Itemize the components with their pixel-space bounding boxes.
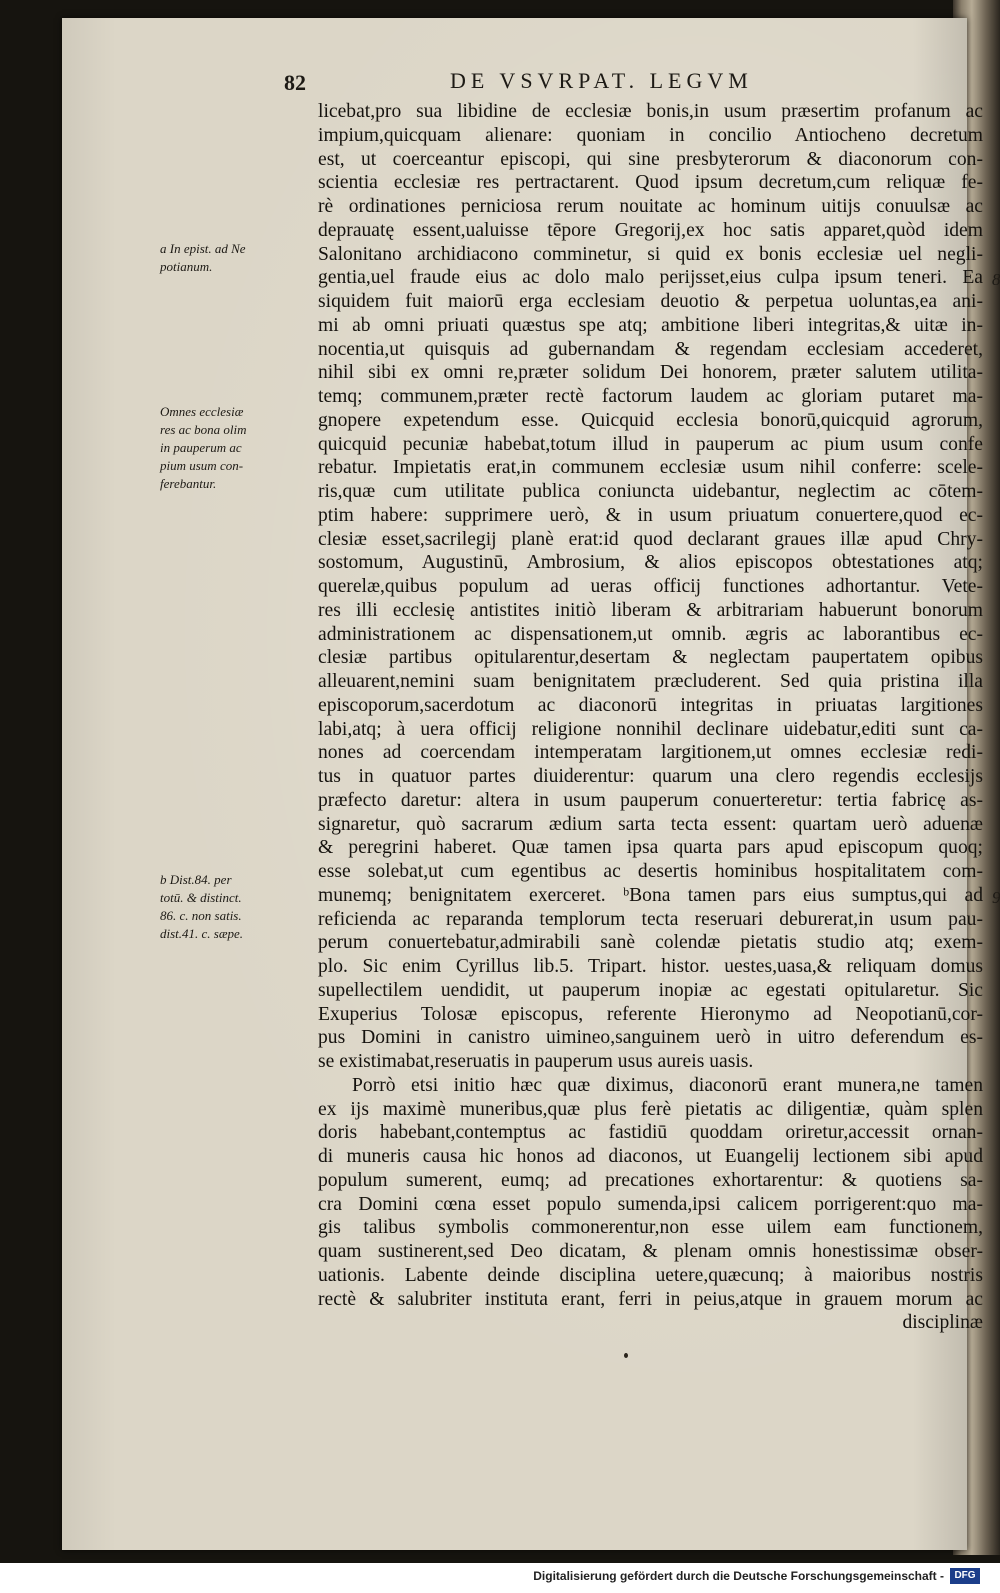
margin-note-line: res ac bona olim — [160, 422, 247, 437]
text-line: se existimabat,reseruatis in pauperum usus aureis uasis. — [318, 1051, 754, 1072]
text-line: gis talibus symbolis commonerentur,non esse uilem eam functionem, — [318, 1217, 983, 1239]
text-line: pus Domini in canistro uimineo,sanguinem uerò in uitro deferendum es- — [318, 1027, 983, 1049]
margin-note-line: in pauperum ac — [160, 440, 242, 455]
text-line: tus in quatuor partes diuiderentur: quarum una clero regendis ecclesijs — [318, 766, 983, 787]
text-line: præfecto daretur: altera in usum pauperum conuerteretur: tertia fabricę as- — [318, 789, 983, 811]
body-text — [318, 100, 983, 1335]
text-line: impium,quicquam alienare: quoniam in concilio Antiocheno decretum — [318, 124, 983, 146]
text-line: Exuperius Tolosæ episcopus, referente Hieronymo ad Neopotianū,cor- — [318, 1003, 983, 1025]
text-line: nihil sibi ex omni re,præter solidum Dei honorem, præter salutem utilita- — [318, 362, 983, 384]
text-line: scientia ecclesiæ res pertractarent. Quod ipsum decretum,cum reliquæ fe- — [318, 172, 983, 194]
text-line: mi ab omni priuati quæstus spe atq; ambitione liberi integritas,& uitæ in- — [318, 314, 983, 336]
margin-note-line: pium usum con- — [160, 458, 244, 473]
margin-note-a — [160, 240, 318, 276]
text-line: quam sustinerent,sed Deo dicatam, & plenam omnis honestissimæ obser- — [318, 1241, 983, 1262]
text-line: signaretur, quò sacrarum ædium sarta tecta essent: quartam uerò aduenæ — [318, 813, 983, 835]
side-number: 8 — [992, 270, 1000, 289]
text-line: Salonitano archidiacono comminetur, si quid ex bonis ecclesiæ uel negli- — [318, 243, 983, 265]
dfg-logo: DFG — [950, 1568, 980, 1584]
text-line: gentia,uel fraude eius ac dolo malo perijsset,eius culpa ipsum teneri. Ea — [318, 267, 983, 289]
margin-note-b — [160, 871, 318, 943]
text-line: querelæ,quibus populum ad ueras officij functiones adhortantur. Vete- — [318, 576, 983, 597]
text-line: rebatur. Impietatis erat,in communem ecclesiæ usum nihil conferre: scele- — [318, 457, 983, 479]
text-line: est, ut coerceantur episcopi, qui sine presbyterorum & diaconorum con- — [318, 148, 983, 170]
text-line: ris,quæ cum utilitate publica coniuncta uidebantur, neglectim ac cōtem- — [318, 481, 983, 502]
margin-note-line: 86. c. non satis. — [160, 908, 242, 923]
text-line: esse solebat,ut cum egentibus ac desertis hominibus hospitalitatem com- — [318, 861, 983, 882]
page-header — [62, 68, 967, 104]
text-line: reficienda ac reparanda templorum tecta reseruari deburerat,in usum pau- — [318, 908, 983, 930]
margin-note-line: a In epist. ad Ne — [160, 241, 246, 256]
text-line: gnopere expetendum esse. Quicquid ecclesia bonorū,quicquid agrorum, — [318, 409, 983, 431]
running-head: DE VSVRPAT. LEGVM — [450, 68, 753, 93]
text-line: plo. Sic enim Cyrillus lib.5. Tripart. histor. uestes,uasa,& reliquam domus — [318, 956, 983, 977]
text-line: ex ijs maximè muneribus,quæ plus ferè pietatis ac diligentiæ, quàm splen — [318, 1098, 983, 1120]
text-line: nocentia,ut quisquis ad gubernandam & regendam ecclesiam accederet, — [318, 338, 983, 360]
text-line: doris habebant,contemptus ac fastidiū quoddam oriretur,accessit ornan- — [318, 1122, 983, 1144]
margin-note-omnes — [160, 403, 318, 493]
footer-bar — [0, 1563, 1000, 1593]
text-line: populum sumerent, eumq; ad precationes exhortarentur: & quotiens sa- — [318, 1169, 983, 1191]
text-line: supellectilem uendidit, ut pauperum inopiæ ac egestati opitularetur. Sic — [318, 979, 983, 1001]
text-line: uationis. Labente deinde disciplina uetere,quæcunq; à maioribus nostris — [318, 1264, 983, 1286]
text-line: episcoporum,sacerdotum ac diaconorū integritas in priuatas largitiones — [318, 694, 983, 716]
text-line: ptim habere: supprimere uerò, & in usum priuatum conuertere,quod ec- — [318, 504, 983, 526]
margin-note-line: Omnes ecclesiæ — [160, 404, 244, 419]
text-line: res illi ecclesię antistites initiò liberam & arbitrariam habuerunt bonorum — [318, 599, 983, 621]
text-line: Porrò etsi initio hæc quæ diximus, diaconorū erant munera,ne tamen — [352, 1074, 983, 1096]
page-number: 82 — [284, 70, 306, 95]
side-number: 9 — [992, 888, 1000, 907]
text-line: disciplinæ — [902, 1312, 983, 1334]
text-line: sostomum, Augustinū, Ambrosium, & alios episcopos obtestationes atq; — [318, 552, 983, 574]
text-line: clesiæ partibus opitularentur,desertam & neglectam paupertatem opibus — [318, 647, 983, 669]
text-line: labi,atq; à uera officij religione nonnihil declinare uidebatur,editi sunt ca- — [318, 718, 983, 740]
margin-note-line: totū. & distinct. — [160, 890, 242, 905]
margin-note-line: potianum. — [160, 259, 213, 274]
margin-note-line: ferebantur. — [160, 476, 217, 491]
text-line: nones ad coercendam intemperatam largitionem,ut omnes ecclesiæ redi- — [318, 742, 983, 764]
text-line: perum conuertebatur,admirabili sanè colendæ pietatis studio atq; exem- — [318, 932, 983, 954]
footer-credit: Digitalisierung gefördert durch die Deutsche Forschungsgemeinschaft - — [533, 1569, 944, 1583]
margin-note-line: b Dist.84. per — [160, 872, 232, 887]
text-line: & peregrini haberet. Quæ tamen ipsa quarta pars apud episcopum quoq; — [318, 837, 983, 859]
margin-note-line: dist.41. c. sæpe. — [160, 926, 244, 941]
text-line: cra Domini cœna esset populo sumenda,ipsi calicem porrigerent:quo ma- — [318, 1193, 983, 1215]
text-line: alleuarent,nemini suam benignitatem præcluderent. Sed quia pristina illa — [318, 671, 983, 692]
text-line: munemq; benignitatem exerceret. ᵇBona tamen pars eius sumptus,qui ad — [318, 884, 983, 906]
text-line: siquidem fuit maiorū erga ecclesiam deuotio & perpetua uoluntas,ea ani- — [318, 291, 983, 312]
text-line: rè ordinationes perniciosa rerum nouitate ac hominum uitijs conuulsæ ac — [318, 196, 983, 217]
text-line: di muneris causa hic honos ad diaconos, ut Euangelij lectionem sibi apud — [318, 1146, 983, 1167]
text-line: rectè & salubriter instituta erant, ferri in peius,atque in grauem morum ac — [318, 1288, 983, 1310]
text-line: clesiæ esset,sacrilegij planè erat:id quod declarant graues illæ apud Chry- — [318, 528, 983, 550]
text-line: temq; communem,præter rectè factorum laudem ac gloriam putaret ma- — [318, 386, 983, 407]
text-line: licebat,pro sua libidine de ecclesiæ bonis,in usum præsertim profanum ac — [318, 101, 983, 122]
text-line: quicquid pecuniæ habebat,totum illud in pauperum ac pium usum confe — [318, 433, 983, 455]
book-page — [62, 18, 1000, 1550]
text-line: administrationem ac dispensationem,ut omnib. ægris ac laborantibus ec- — [318, 623, 983, 645]
ink-dot — [624, 1353, 628, 1358]
text-line: deprauatę essent,ualuisse tēpore Gregorij,ex hoc satis apparet,quòd idem — [318, 219, 983, 241]
